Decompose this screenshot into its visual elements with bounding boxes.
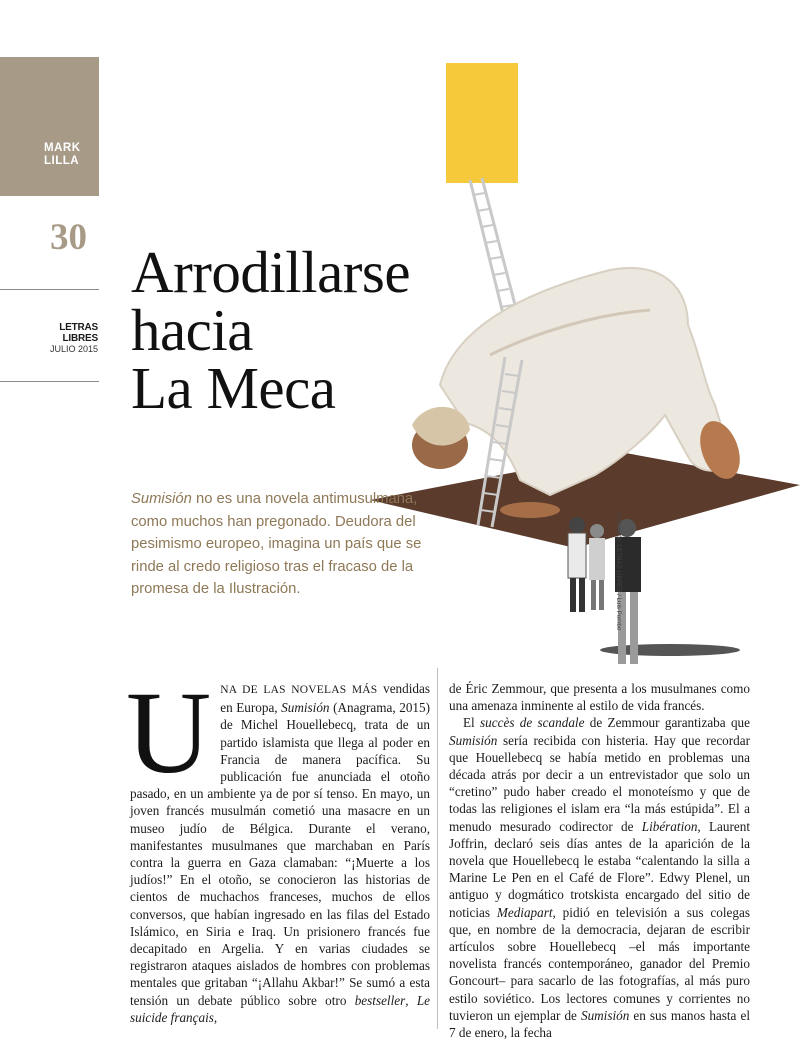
robed-figure [440,268,730,495]
book-title: Sumisión [449,732,498,748]
yellow-door [446,63,518,183]
book-title: Sumisión [281,700,330,716]
illustration-credit: Ilustración: LETRAS LIBRES / Luis Pombo [615,513,622,631]
lead-paragraph [131,488,431,601]
lead-text: no es una novela antimusulmana, como muchos han pregonado. Deudora del pesimismo europeo, imagina un país que se rinde al credo religioso tras el fracaso de la promesa de la Ilustración. [131,491,422,597]
body-text: en sus manos hasta el 7 de enero, la fecha [449,1007,750,1041]
issue-date: JULIO 2015 [49,344,98,354]
italic-term: bestseller [354,992,406,1008]
body-text: El [463,715,481,731]
sidebar-rule-top [0,289,99,290]
italic-term: succès de scandale [480,715,585,731]
body-column-1 [126,667,431,1026]
body-text: , [405,992,417,1008]
body-text: , Laurent Joffrin, declaró seis días antes de la aparición de la novela que Houellebecq le estaba “calentando la silla a Marine Le Pen en el Café de Flore”. Edwy Plenel, un antiguo y dogmático trotskista encargado del sitio de noticias [449,818,750,920]
column-divider [437,668,438,1029]
publication-title: Libération [641,818,698,834]
headline-line-3: La Meca [131,355,336,421]
page-number: 30 [50,217,87,258]
headline-line-1: Arrodillarse [131,239,411,305]
lead-book-title: Sumisión [131,491,192,507]
body-paragraph [449,714,750,1041]
publication-title: Mediapart [496,904,553,920]
body-paragraph [126,667,431,1026]
opening-small-caps: NA DE LAS NOVELAS MÁS [220,684,378,696]
body-text: (Anagrama, 2015) de Michel Houellebecq, trata de un partido islamista que llega al poder en Francia de manera pacífica. Su publicación fue anunciada el otoño pasado, en un ambiente ya de por sí tenso. En mayo, un joven francés musulmán cometió una masacre en un museo judío de Bélgica. Durante el verano, manifestantes musulmanes que marchaban en París contra la guerra en Gaza clamaban: “¡Muerte a los judíos!” En el otoño, se conocieron las historias de cientos de muchachos franceses, muchos de ellos conversos, que habían ingresado en las filas del Estado Islámico, en Siria e Iraq. Un prisionero francés fue decapitado en Argelia. Y en varias ciudades se registraron ataques aislados de hombres con problemas mentales que gritaban “¡Allahu Akbar!” Se sumó a esta tensión un debate público sobre otro [130,700,430,1008]
author-tab [0,57,99,196]
headline [131,239,411,421]
prayer-illustration [370,55,800,675]
magazine-info [22,322,98,355]
body-paragraph: de Éric Zemmour, que presenta a los musulmanes como una amenaza inminente al estilo de vida francés. [449,681,750,714]
hand [500,502,560,518]
headline-line-2: hacia [131,297,253,363]
body-column-2 [449,680,750,1041]
drop-cap: U [126,667,212,798]
body-text: , [213,1009,218,1025]
body-text: sería recibida con histeria. Hay que recordar que Houellebecq se había metido en problemas una década atrás por decir a un entrevistador que solo un “cretino” pudo haber creado el monoteísmo y que de todas las religiones el islam era “la más estúpida”. El a menudo mesurado codirector de [449,732,750,834]
author-name: MARK LILLA [44,142,81,167]
magazine-name: LETRAS LIBRES [59,322,98,344]
sidebar-rule-bottom [0,381,99,382]
book-title: Sumisión [580,1007,630,1023]
tourists-group [568,517,740,664]
book-title: Le suicide français [130,992,431,1025]
body-text: de Zemmour garantizaba que [584,715,750,731]
body-text: , pidió en televisión a sus colegas que, en nombre de la democracia, dejaran de escribir artículos sobre Houellebecq –el más importante novelista francés contemporáneo, ganador del Premio Goncourt– para sacarlo de las fotografías, al más puro estilo soviético. Los lectores comunes y corrientes no tuvieron un ejemplar de [449,904,750,1023]
body-text: vendidas en Europa, [220,681,430,716]
